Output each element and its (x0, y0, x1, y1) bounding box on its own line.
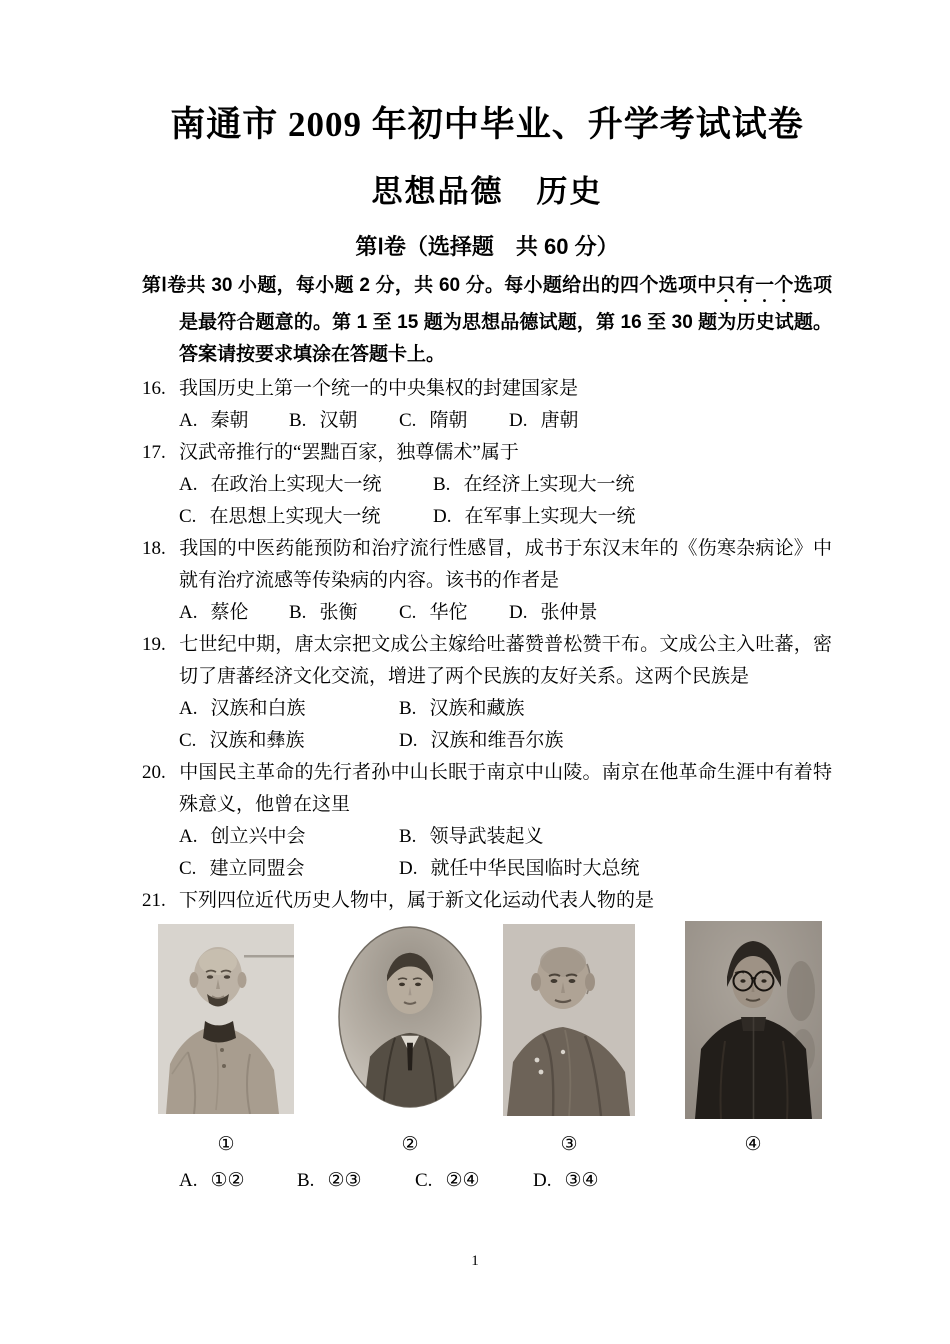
option-label: D. (533, 1170, 552, 1191)
question-20-stem (142, 757, 832, 821)
page-number: 1 (471, 1253, 479, 1269)
option-b (289, 405, 399, 437)
question-18-options (142, 597, 832, 629)
option-a (179, 597, 289, 629)
option-text: 蔡伦 (210, 602, 249, 623)
option-a (179, 469, 433, 501)
option-b (399, 693, 832, 725)
question-18 (142, 533, 832, 629)
option-c (399, 597, 509, 629)
option-text: 汉朝 (319, 410, 358, 431)
option-label: A. (179, 474, 198, 495)
option-b (297, 1165, 415, 1197)
question-text: 汉武帝推行的“罢黜百家，独尊儒术”属于 (179, 442, 519, 463)
option-text: 在政治上实现大一统 (210, 474, 382, 495)
option-text: 在思想上实现大一统 (209, 506, 381, 527)
option-label: B. (289, 602, 307, 623)
question-16-options (142, 405, 832, 437)
figure-caption-2: ② (401, 1134, 419, 1155)
option-c (179, 853, 399, 885)
option-label: B. (289, 410, 307, 431)
question-16 (142, 373, 832, 437)
section-instructions (142, 270, 832, 371)
option-text: 汉族和彝族 (209, 730, 305, 751)
portrait-photo-1 (158, 924, 294, 1114)
option-text: 隋朝 (429, 410, 468, 431)
option-label: A. (179, 1170, 198, 1191)
question-number: 19. (142, 634, 166, 655)
option-label: C. (179, 730, 197, 751)
option-d (509, 405, 619, 437)
question-text: 七世纪中期，唐太宗把文成公主嫁给吐蕃赞普松赞干布。文成公主入吐蕃，密切了唐蕃经济文化交流，增进了两个民族的友好关系。这两个民族是 (179, 634, 832, 687)
question-20 (142, 757, 832, 885)
option-label: D. (399, 730, 418, 751)
question-19 (142, 629, 832, 757)
question-number: 21. (142, 890, 166, 911)
option-label: D. (509, 602, 528, 623)
option-label: A. (179, 698, 198, 719)
question-18-stem (142, 533, 832, 597)
portrait-photo-4 (685, 921, 822, 1119)
option-text: 张仲景 (540, 602, 598, 623)
option-d (533, 1165, 651, 1197)
page-title: 南通市 2009 年初中毕业、升学考试试卷 (170, 105, 804, 144)
option-label: C. (399, 410, 417, 431)
option-label: D. (509, 410, 528, 431)
option-text: 秦朝 (210, 410, 249, 431)
instructions-text-post: 选项是最符合题意的。第 1 至 15 题为思想品德试题，第 16 至 30 题为历史试题。答案请按要求填涂在答题卡上。 (179, 275, 832, 365)
portrait-photo-3 (503, 924, 635, 1116)
question-number: 16. (142, 378, 166, 399)
question-text: 我国历史上第一个统一的中央集权的封建国家是 (179, 378, 579, 399)
question-text: 下列四位近代历史人物中，属于新文化运动代表人物的是 (179, 890, 655, 911)
option-label: B. (433, 474, 451, 495)
option-b (433, 469, 832, 501)
option-text: ③④ (564, 1170, 599, 1191)
question-17 (142, 437, 832, 533)
option-label: D. (399, 858, 418, 879)
option-label: B. (399, 698, 417, 719)
option-text: 华佗 (429, 602, 468, 623)
figure-caption-4: ④ (744, 1134, 762, 1155)
historical-portraits-row (142, 921, 832, 1121)
option-label: B. (399, 826, 417, 847)
question-21 (142, 885, 832, 1197)
option-d (433, 501, 832, 533)
option-label: C. (399, 602, 417, 623)
option-a (179, 405, 289, 437)
option-b (289, 597, 399, 629)
option-text: 就任中华民国临时大总统 (430, 858, 640, 879)
option-label: C. (415, 1170, 433, 1191)
section-heading: 第Ⅰ卷（选择题 共 60 分） (355, 234, 619, 259)
portrait-2-oval-suit-image (335, 924, 485, 1110)
option-text: 汉族和藏族 (429, 698, 525, 719)
option-text: 汉族和白族 (210, 698, 306, 719)
option-label: A. (179, 826, 198, 847)
question-19-options (142, 693, 832, 757)
option-d (399, 853, 832, 885)
option-label: B. (297, 1170, 315, 1191)
subject-title: 思想品德 历史 (371, 174, 603, 209)
portrait-photo-2 (335, 924, 485, 1110)
figure-caption-3: ③ (560, 1134, 578, 1155)
option-text: 在军事上实现大一统 (464, 506, 636, 527)
option-text: 创立兴中会 (210, 826, 306, 847)
question-21-stem (142, 885, 832, 917)
portrait-4-round-glasses-image (685, 921, 822, 1119)
portrait-1-qing-official-image (158, 924, 294, 1114)
question-19-stem (142, 629, 832, 693)
figure-captions (142, 1129, 832, 1165)
option-label: A. (179, 602, 198, 623)
option-c (415, 1165, 533, 1197)
figure-caption-1: ① (217, 1134, 235, 1155)
option-text: 唐朝 (540, 410, 579, 431)
option-c (179, 725, 399, 757)
question-number: 20. (142, 762, 166, 783)
option-text: 汉族和维吾尔族 (430, 730, 564, 751)
question-list (142, 373, 832, 1197)
option-a (179, 821, 399, 853)
option-b (399, 821, 832, 853)
option-a (179, 1165, 297, 1197)
instructions-text-emphasized: 只有一个 (716, 275, 794, 296)
instructions-text-pre: 第Ⅰ卷共 30 小题，每小题 2 分，共 60 分。每小题给出的四个选项中 (142, 275, 717, 296)
option-a (179, 693, 399, 725)
option-c (399, 405, 509, 437)
option-label: D. (433, 506, 452, 527)
option-label: A. (179, 410, 198, 431)
question-17-stem (142, 437, 832, 469)
question-text: 中国民主革命的先行者孙中山长眠于南京中山陵。南京在他革命生涯中有着特殊意义，他曾在这里 (179, 762, 832, 815)
question-text: 我国的中医药能预防和治疗流行性感冒，成书于东汉末年的《伤寒杂病论》中就有治疗流感等传染病的内容。该书的作者是 (179, 538, 832, 591)
question-number: 18. (142, 538, 166, 559)
option-label: C. (179, 506, 197, 527)
option-text: 建立同盟会 (209, 858, 305, 879)
question-17-options (142, 469, 832, 533)
option-text: ②④ (445, 1170, 480, 1191)
option-text: 在经济上实现大一统 (463, 474, 635, 495)
option-d (399, 725, 832, 757)
option-text: 领导武装起义 (429, 826, 544, 847)
question-number: 17. (142, 442, 166, 463)
option-text: 张衡 (319, 602, 358, 623)
option-label: C. (179, 858, 197, 879)
question-20-options (142, 821, 832, 885)
option-d (509, 597, 619, 629)
question-16-stem (142, 373, 832, 405)
option-text: ②③ (327, 1170, 362, 1191)
option-c (179, 501, 433, 533)
portrait-3-shaved-head-image (503, 924, 635, 1116)
question-21-options (142, 1165, 832, 1197)
option-text: ①② (210, 1170, 245, 1191)
